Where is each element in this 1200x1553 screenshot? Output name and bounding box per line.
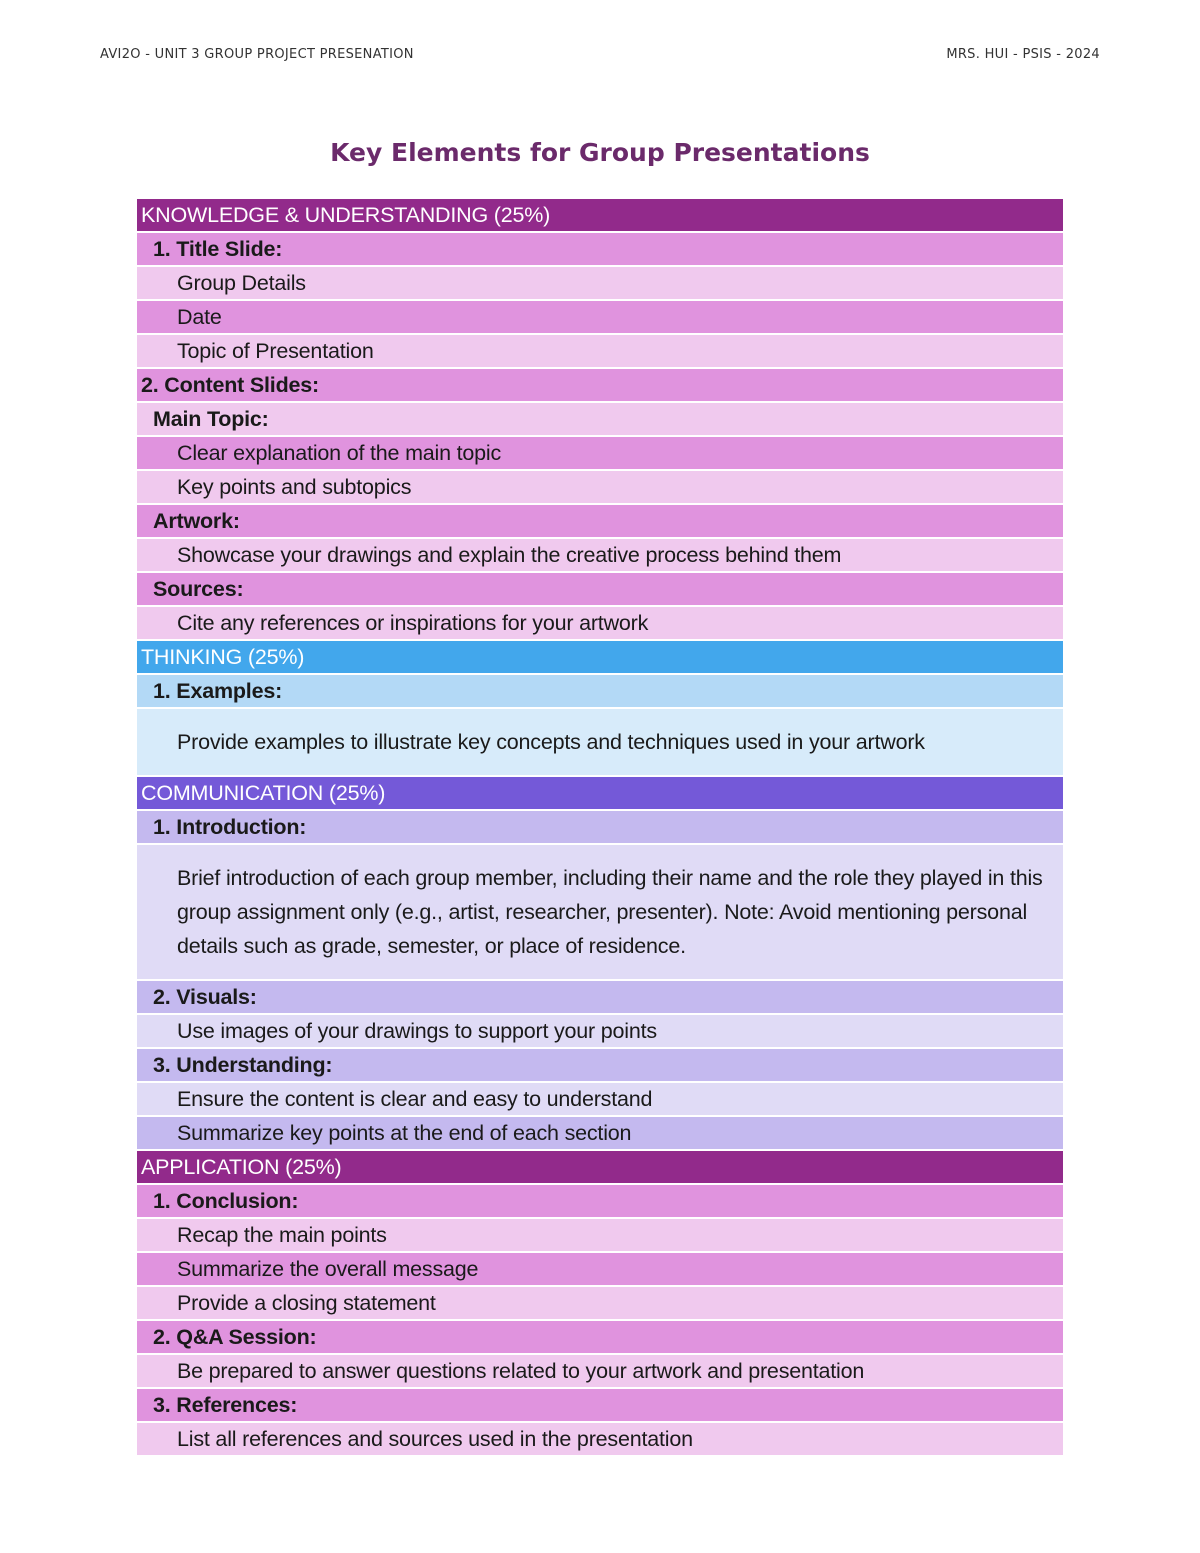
subheading-qa-session: 2. Q&A Session: [137,1321,1063,1353]
list-item: Provide a closing statement [137,1287,1063,1319]
subheading-examples: 1. Examples: [137,675,1063,707]
header-course: AVI2O - UNIT 3 GROUP PROJECT PRESENATION [100,47,414,62]
list-item: Recap the main points [137,1219,1063,1251]
subheading-artwork: Artwork: [137,505,1063,537]
list-item: List all references and sources used in the presentation [137,1423,1063,1455]
list-item: Key points and subtopics [137,471,1063,503]
page-title: Key Elements for Group Presentations [330,138,870,167]
subheading-introduction: 1. Introduction: [137,811,1063,843]
subheading-conclusion: 1. Conclusion: [137,1185,1063,1217]
list-item: Clear explanation of the main topic [137,437,1063,469]
list-item: Provide examples to illustrate key concepts and techniques used in your artwork [137,709,1063,775]
list-item: Brief introduction of each group member, including their name and the role they played in this group assignment only (e.g., artist, researcher, presenter). Note: Avoid mentioning personal details such as grade, semester, or place of residence. [137,845,1063,979]
subheading-main-topic: Main Topic: [137,403,1063,435]
section-heading-application: APPLICATION (25%) [137,1151,1063,1183]
list-item: Summarize the overall message [137,1253,1063,1285]
list-item: Use images of your drawings to support your points [137,1015,1063,1047]
subheading-visuals: 2. Visuals: [137,981,1063,1013]
subheading-title-slide: 1. Title Slide: [137,233,1063,265]
list-item: Cite any references or inspirations for your artwork [137,607,1063,639]
list-item: Group Details [137,267,1063,299]
list-item: Ensure the content is clear and easy to understand [137,1083,1063,1115]
list-item: Summarize key points at the end of each section [137,1117,1063,1149]
header-teacher: MRS. HUI - PSIS - 2024 [946,47,1100,62]
list-item: Date [137,301,1063,333]
section-heading-knowledge: KNOWLEDGE & UNDERSTANDING (25%) [137,199,1063,231]
page-header [100,47,1100,67]
elements-table [137,199,1063,1457]
subheading-content-slides: 2. Content Slides: [137,369,1063,401]
list-item: Topic of Presentation [137,335,1063,367]
list-item: Be prepared to answer questions related to your artwork and presentation [137,1355,1063,1387]
subheading-understanding: 3. Understanding: [137,1049,1063,1081]
section-heading-communication: COMMUNICATION (25%) [137,777,1063,809]
section-heading-thinking: THINKING (25%) [137,641,1063,673]
list-item: Showcase your drawings and explain the creative process behind them [137,539,1063,571]
subheading-references: 3. References: [137,1389,1063,1421]
subheading-sources: Sources: [137,573,1063,605]
